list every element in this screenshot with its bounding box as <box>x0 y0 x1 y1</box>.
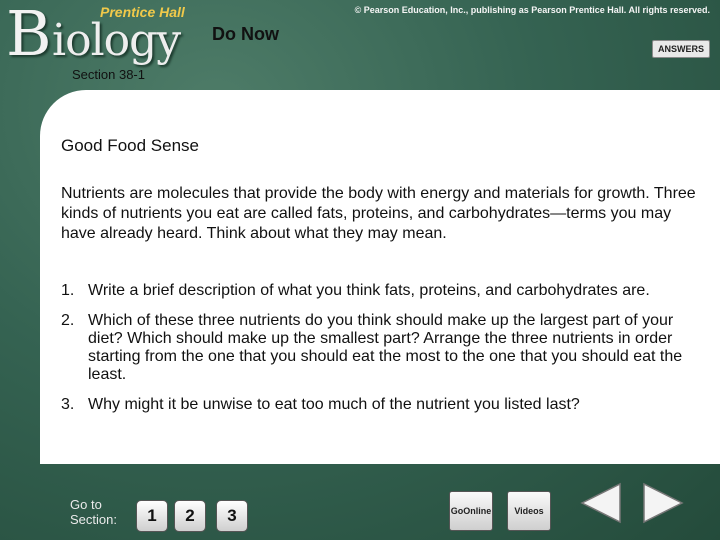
question-text: Which of these three nutrients do you think should make up the largest part of your diet? Which should make up the smallest part? Arrange the three nutrients in order starting from the one that you should eat the most to the one that you should eat the least. <box>88 312 683 383</box>
question-text: Write a brief description of what you think fats, proteins, and carbohydrates are. <box>88 282 650 299</box>
question-number: 2. <box>61 312 75 329</box>
go-online-button[interactable]: GoOnline <box>449 491 493 531</box>
question-text: Why might it be unwise to eat too much of the nutrient you listed last? <box>88 396 580 413</box>
question-number: 3. <box>61 396 75 413</box>
question-item <box>61 282 701 300</box>
content-heading: Good Food Sense <box>61 136 199 155</box>
goto-line-2: Section: <box>70 512 117 527</box>
arrow-left-icon[interactable] <box>576 480 626 526</box>
copyright-notice: © Pearson Education, Inc., publishing as Pearson Prentice Hall. All rights reserved. <box>354 5 710 15</box>
question-item <box>61 396 701 414</box>
goto-line-1: Go to <box>70 497 102 512</box>
section-label: Section 38-1 <box>72 67 145 82</box>
goto-section-label <box>70 497 117 527</box>
videos-button[interactable]: Videos <box>507 491 551 531</box>
question-list <box>61 282 701 426</box>
page-title: Do Now <box>212 24 279 44</box>
logo-publisher: Prentice Hall <box>100 4 185 20</box>
question-number: 1. <box>61 282 75 299</box>
section-2-button[interactable]: 2 <box>174 500 206 532</box>
question-item <box>61 312 701 384</box>
logo-initial: B <box>6 0 50 70</box>
section-3-button[interactable]: 3 <box>216 500 248 532</box>
logo-rest: iology <box>52 15 181 66</box>
intro-paragraph: Nutrients are molecules that provide the body with energy and materials for growth. Three kinds of nutrients you eat are called fats, proteins, and carbohydrates—terms you may have already heard. Think about what they may mean. <box>61 185 696 242</box>
arrow-right-icon[interactable] <box>638 480 688 526</box>
section-1-button[interactable]: 1 <box>136 500 168 532</box>
answers-button[interactable]: ANSWERS <box>652 40 710 58</box>
biology-logo <box>2 0 202 70</box>
